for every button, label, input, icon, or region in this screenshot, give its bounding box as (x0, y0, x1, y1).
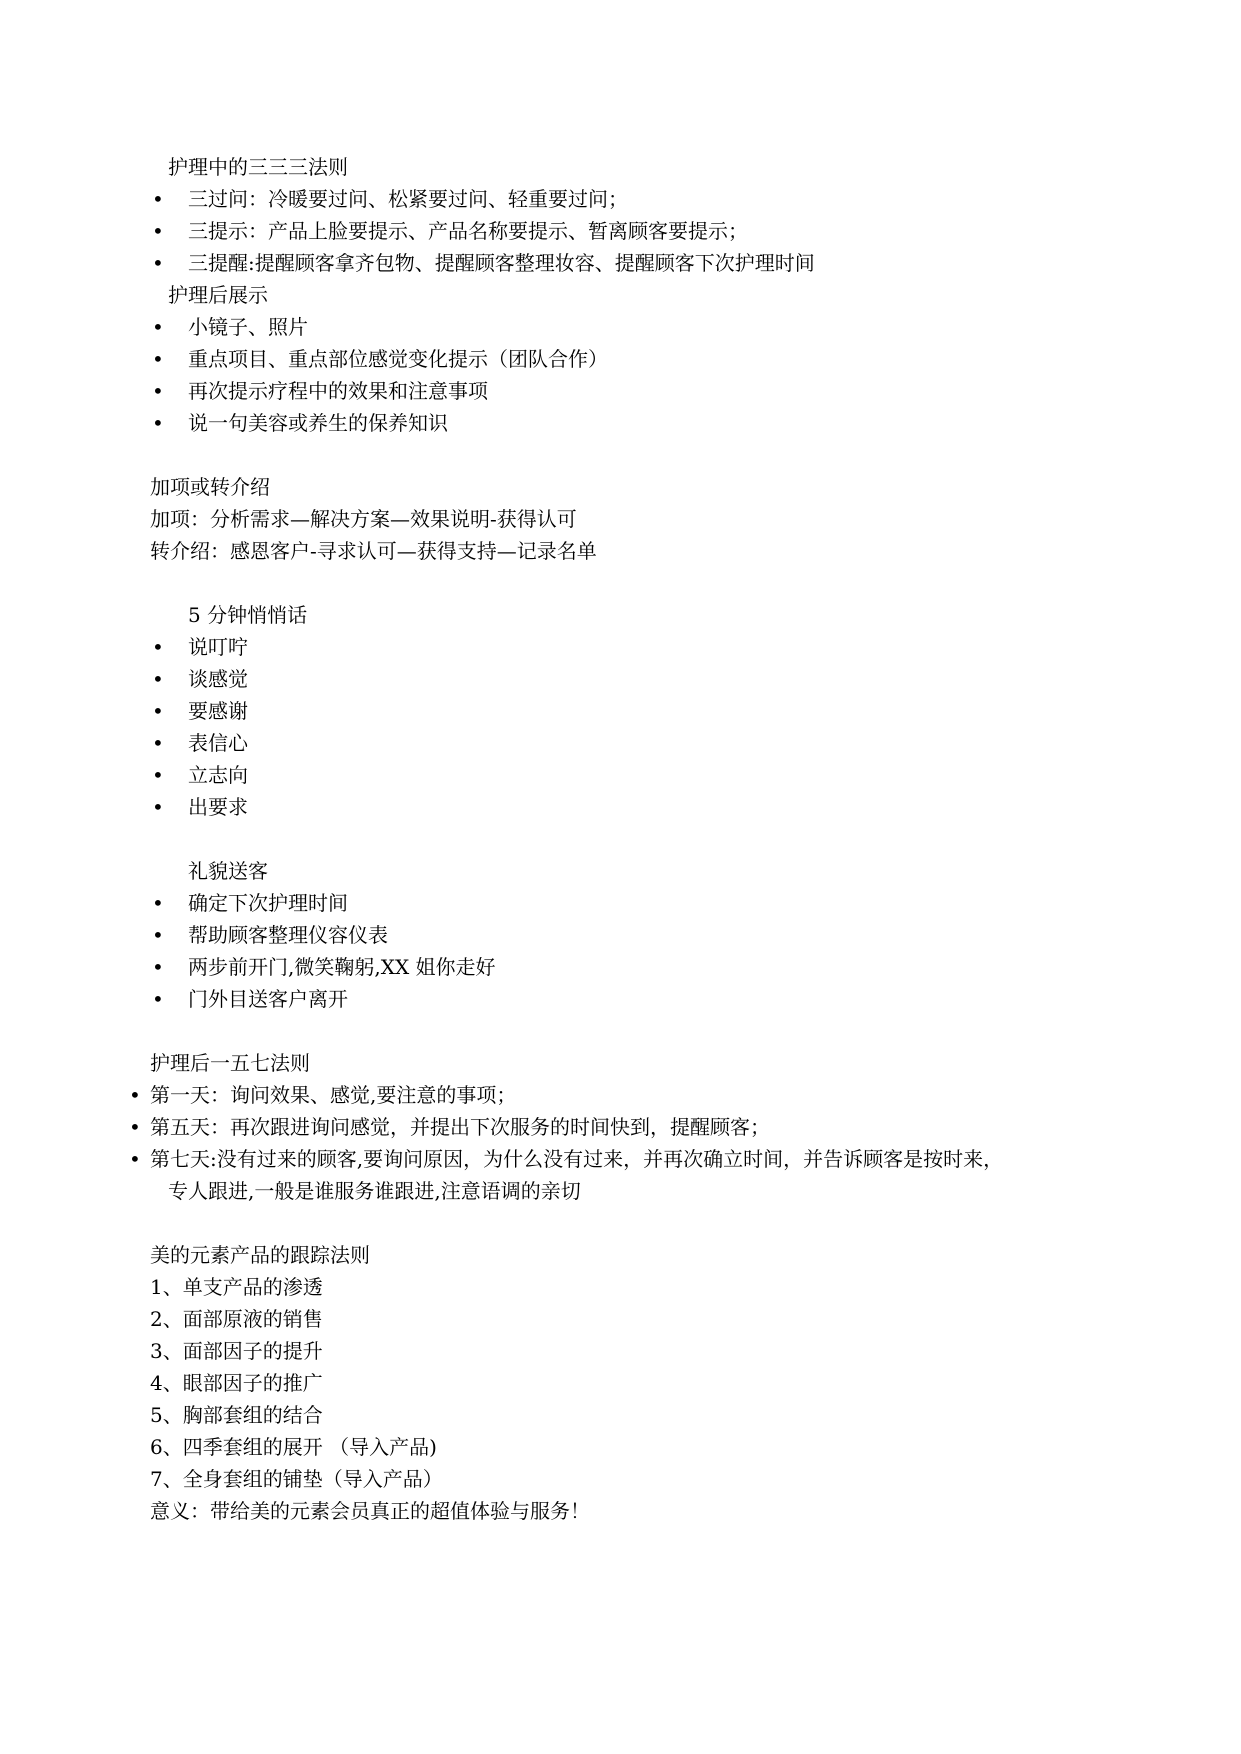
bullet-icon: • (129, 1147, 141, 1171)
bullet-icon: • (152, 987, 164, 1011)
numbered-item: 5、胸部套组的结合 (150, 1403, 323, 1427)
list-item: 第七天:没有过来的顾客,要询问原因，为什么没有过来，并再次确立时间，并告诉顾客是按时来， (150, 1147, 1004, 1171)
text-line: 转介绍：感恩客户-寻求认可—获得支持—记录名单 (150, 539, 597, 563)
numbered-item: 1、单支产品的渗透 (150, 1275, 323, 1299)
bullet-icon: • (152, 411, 164, 435)
numbered-item: 4、眼部因子的推广 (150, 1371, 323, 1395)
list-item: 出要求 (188, 795, 248, 819)
numbered-item: 7、全身套组的铺垫（导入产品） (150, 1467, 443, 1491)
text-line: 加项：分析需求—解决方案—效果说明-获得认可 (150, 507, 577, 531)
section-title-polite-farewell: 礼貌送客 (188, 859, 268, 883)
meaning-statement: 意义：带给美的元素会员真正的超值体验与服务！ (150, 1499, 590, 1523)
list-item-continuation: 专人跟进,一般是谁服务谁跟进,注意语调的亲切 (168, 1179, 581, 1203)
bullet-icon: • (129, 1083, 141, 1107)
numbered-item: 2、面部原液的销售 (150, 1307, 323, 1331)
list-item: 第一天：询问效果、感觉,要注意的事项； (150, 1083, 517, 1107)
bullet-icon: • (152, 635, 164, 659)
list-item: 重点项目、重点部位感觉变化提示（团队合作） (188, 347, 608, 371)
numbered-item: 3、面部因子的提升 (150, 1339, 323, 1363)
list-item: 谈感觉 (188, 667, 248, 691)
bullet-icon: • (152, 379, 164, 403)
list-item: 表信心 (188, 731, 248, 755)
list-item: 门外目送客户离开 (188, 987, 348, 1011)
section-title-addon-referral: 加项或转介绍 (150, 475, 270, 499)
list-item: 立志向 (188, 763, 248, 787)
list-item: 说一句美容或养生的保养知识 (188, 411, 448, 435)
bullet-icon: • (152, 795, 164, 819)
list-item: 说叮咛 (188, 635, 248, 659)
bullet-icon: • (152, 699, 164, 723)
bullet-icon: • (152, 955, 164, 979)
list-item: 要感谢 (188, 699, 248, 723)
bullet-icon: • (152, 251, 164, 275)
section-title-post-care-display: 护理后展示 (168, 283, 268, 307)
list-item: 帮助顾客整理仪容仪表 (188, 923, 388, 947)
bullet-icon: • (152, 763, 164, 787)
list-item: 确定下次护理时间 (188, 891, 348, 915)
list-item: 三提醒:提醒顾客拿齐包物、提醒顾客整理妆容、提醒顾客下次护理时间 (188, 251, 815, 275)
section-title-5-minute-talk: 5 分钟悄悄话 (188, 603, 308, 627)
bullet-icon: • (152, 667, 164, 691)
section-title-1-5-7-rule: 护理后一五七法则 (150, 1051, 310, 1075)
list-item: 两步前开门,微笑鞠躬,XX 姐你走好 (188, 955, 496, 979)
section-title-3-3-3-rule: 护理中的三三三法则 (168, 155, 348, 179)
list-item: 再次提示疗程中的效果和注意事项 (188, 379, 488, 403)
bullet-icon: • (152, 187, 164, 211)
bullet-icon: • (152, 315, 164, 339)
section-title-product-tracking-rule: 美的元素产品的跟踪法则 (150, 1243, 370, 1267)
list-item: 小镜子、照片 (188, 315, 308, 339)
list-item: 三提示：产品上脸要提示、产品名称要提示、暂离顾客要提示； (188, 219, 748, 243)
list-item: 第五天：再次跟进询问感觉，并提出下次服务的时间快到，提醒顾客； (150, 1115, 770, 1139)
numbered-item: 6、四季套组的展开 （导入产品) (150, 1435, 437, 1459)
bullet-icon: • (152, 891, 164, 915)
bullet-icon: • (152, 923, 164, 947)
bullet-icon: • (152, 731, 164, 755)
bullet-icon: • (152, 219, 164, 243)
bullet-icon: • (152, 347, 164, 371)
bullet-icon: • (129, 1115, 141, 1139)
list-item: 三过问：冷暖要过问、松紧要过问、轻重要过问； (188, 187, 628, 211)
